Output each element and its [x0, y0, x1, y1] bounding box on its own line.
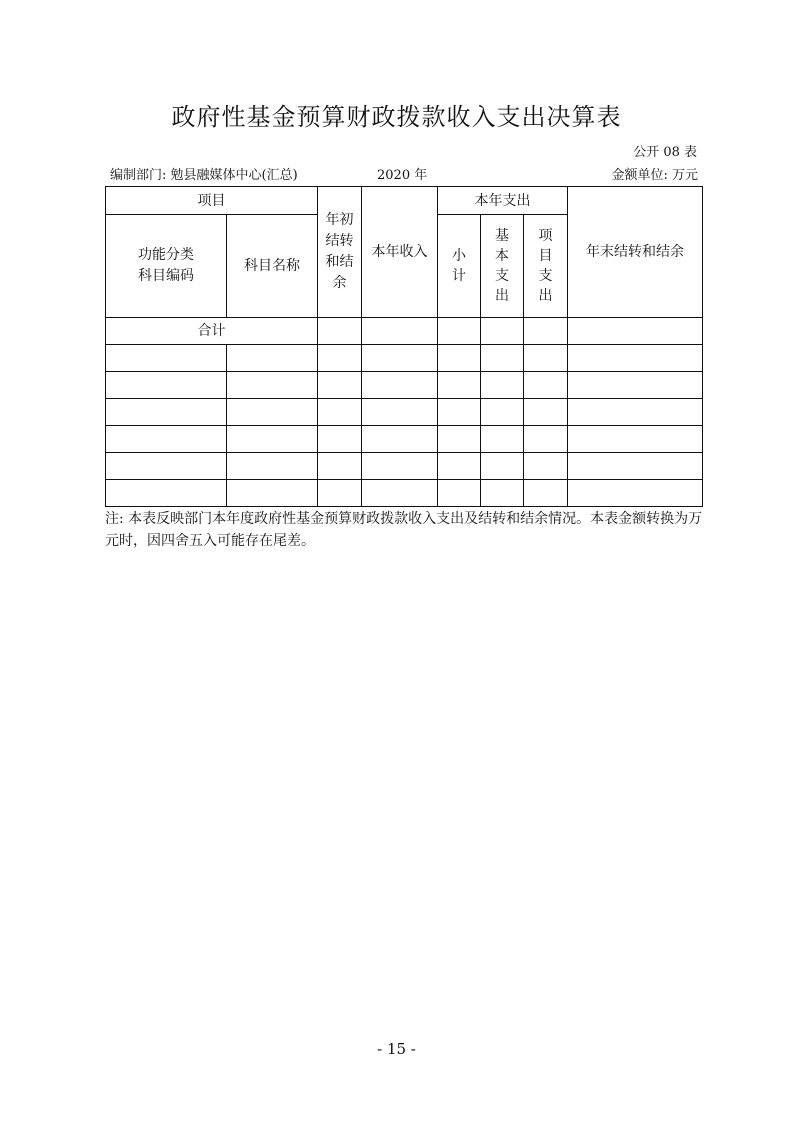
table-cell [318, 453, 362, 480]
table-row [106, 480, 703, 507]
table-row [106, 453, 703, 480]
table-cell [227, 453, 318, 480]
header-func-code: 功能分类科目编码 [106, 215, 227, 318]
table-cell [362, 480, 438, 507]
table-row [106, 372, 703, 399]
table-cell [524, 318, 568, 345]
table-cell [318, 426, 362, 453]
table-row [106, 426, 703, 453]
table-cell [481, 480, 524, 507]
table-cell [568, 480, 703, 507]
table-cell [481, 345, 524, 372]
department-label: 编制部门: 勉县融媒体中心(汇总) [110, 168, 298, 183]
table-cell [318, 318, 362, 345]
table-cell [106, 453, 227, 480]
header-basic: 基本支出 [481, 215, 524, 318]
table-cell [438, 426, 481, 453]
table-cell [568, 345, 703, 372]
table-cell [318, 372, 362, 399]
total-label: 合计 [106, 318, 318, 345]
header-row-1 [106, 187, 703, 215]
table-cell [481, 318, 524, 345]
header-income: 本年收入 [362, 187, 438, 318]
table-cell [106, 426, 227, 453]
table-cell [362, 345, 438, 372]
table-cell [438, 318, 481, 345]
table-cell [362, 399, 438, 426]
table-cell [524, 480, 568, 507]
table-cell [438, 372, 481, 399]
table-cell [524, 399, 568, 426]
table-cell [227, 480, 318, 507]
form-number: 公开 08 表 [633, 145, 697, 160]
header-expense: 本年支出 [438, 187, 568, 215]
table-cell [106, 345, 227, 372]
page-number: - 15 - [377, 1040, 416, 1058]
table-cell [481, 453, 524, 480]
table-cell [568, 372, 703, 399]
table-cell [438, 480, 481, 507]
table-cell [227, 399, 318, 426]
table-cell [438, 345, 481, 372]
header-begin-balance: 年初结转和结余 [318, 187, 362, 318]
table-note: 注: 本表反映部门本年度政府性基金预算财政拨款收入支出及结转和结余情况。本表金额转换为万元时，因四舍五入可能存在尾差。 [105, 511, 703, 549]
page-title: 政府性基金预算财政拨款收入支出决算表 [171, 103, 622, 131]
table-cell [362, 453, 438, 480]
header-subtotal: 小计 [438, 215, 481, 318]
table-cell [568, 426, 703, 453]
table-row [106, 399, 703, 426]
meta-row [110, 166, 698, 186]
table-cell [524, 453, 568, 480]
table-cell [227, 426, 318, 453]
table-cell [318, 480, 362, 507]
year-label: 2020 年 [377, 168, 428, 183]
total-row [106, 318, 703, 345]
table-cell [438, 399, 481, 426]
table-cell [362, 426, 438, 453]
table-cell [106, 372, 227, 399]
table-cell [227, 372, 318, 399]
table-cell [318, 345, 362, 372]
amount-unit-label: 金额单位: 万元 [611, 168, 698, 183]
table-cell [481, 426, 524, 453]
table-cell [106, 399, 227, 426]
table-row [106, 345, 703, 372]
table-cell [568, 453, 703, 480]
table-cell [568, 318, 703, 345]
table-cell [524, 426, 568, 453]
table-cell [106, 480, 227, 507]
table-cell [227, 345, 318, 372]
table-cell [362, 318, 438, 345]
table-cell [481, 399, 524, 426]
table-cell [481, 372, 524, 399]
header-end-balance: 年末结转和结余 [568, 187, 703, 318]
header-item: 项目 [106, 187, 318, 215]
table-cell [318, 399, 362, 426]
table-cell [524, 372, 568, 399]
table-cell [524, 345, 568, 372]
budget-table [105, 186, 703, 507]
table-cell [568, 399, 703, 426]
table-cell [438, 453, 481, 480]
header-project: 项目支出 [524, 215, 568, 318]
table-cell [362, 372, 438, 399]
header-subject-name: 科目名称 [227, 215, 318, 318]
